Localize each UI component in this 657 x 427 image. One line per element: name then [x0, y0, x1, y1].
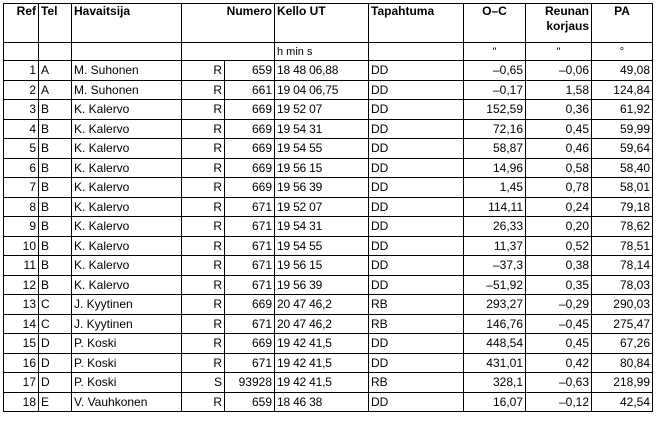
cell-time: 19 52 07: [275, 197, 369, 217]
cell-correction: 0,38: [526, 256, 592, 276]
cell-observer: M. Suhonen: [72, 80, 182, 100]
cell-oc: 328,1: [464, 373, 526, 393]
cell-observer: K. Kalervo: [72, 217, 182, 237]
table-row: [4, 80, 653, 100]
table-row: [4, 61, 653, 81]
cell-ref: 7: [4, 178, 39, 198]
cell-oc: 146,76: [464, 314, 526, 334]
header-number: Numero: [182, 4, 275, 43]
cell-catalog: R: [182, 295, 225, 315]
cell-catalog: R: [182, 178, 225, 198]
cell-oc: 293,27: [464, 295, 526, 315]
cell-number: 661: [225, 80, 275, 100]
cell-ref: 10: [4, 236, 39, 256]
cell-ref: 4: [4, 119, 39, 139]
cell-oc: 11,37: [464, 236, 526, 256]
cell-correction: 0,20: [526, 217, 592, 237]
cell-catalog: R: [182, 314, 225, 334]
cell-number: 671: [225, 314, 275, 334]
header-ref: Ref: [4, 4, 39, 43]
cell-catalog: S: [182, 373, 225, 393]
cell-catalog: R: [182, 392, 225, 412]
cell-number: 669: [225, 334, 275, 354]
cell-catalog: R: [182, 256, 225, 276]
cell-ref: 3: [4, 100, 39, 120]
cell-observer: K. Kalervo: [72, 178, 182, 198]
cell-ref: 15: [4, 334, 39, 354]
cell-oc: 152,59: [464, 100, 526, 120]
table-row: [4, 295, 653, 315]
cell-event: DD: [369, 392, 464, 412]
cell-observer: K. Kalervo: [72, 236, 182, 256]
cell-pa: 67,26: [592, 334, 653, 354]
cell-pa: 58,40: [592, 158, 653, 178]
cell-catalog: R: [182, 158, 225, 178]
cell-ref: 18: [4, 392, 39, 412]
cell-ref: 13: [4, 295, 39, 315]
header-correction-line1: Reunan: [544, 4, 589, 18]
cell-pa: 59,99: [592, 119, 653, 139]
cell-pa: 49,08: [592, 61, 653, 81]
cell-number: 669: [225, 158, 275, 178]
table-row: [4, 334, 653, 354]
cell-ref: 5: [4, 139, 39, 159]
cell-ref: 6: [4, 158, 39, 178]
cell-observer: P. Koski: [72, 373, 182, 393]
cell-event: DD: [369, 334, 464, 354]
cell-time: 19 56 15: [275, 256, 369, 276]
cell-tel: C: [39, 295, 72, 315]
table-row: [4, 353, 653, 373]
cell-oc: 58,87: [464, 139, 526, 159]
cell-pa: 78,03: [592, 275, 653, 295]
header-tel: Tel: [39, 4, 72, 43]
cell-ref: 1: [4, 61, 39, 81]
cell-event: DD: [369, 139, 464, 159]
cell-number: 671: [225, 275, 275, 295]
cell-ref: 17: [4, 373, 39, 393]
unit-correction: ": [526, 43, 592, 61]
cell-number: 659: [225, 61, 275, 81]
cell-pa: 42,54: [592, 392, 653, 412]
cell-event: RB: [369, 314, 464, 334]
cell-time: 20 47 46,2: [275, 314, 369, 334]
cell-ref: 2: [4, 80, 39, 100]
cell-tel: B: [39, 197, 72, 217]
cell-time: 18 46 38: [275, 392, 369, 412]
unit-cell-empty: [369, 43, 464, 61]
cell-correction: 0,24: [526, 197, 592, 217]
cell-observer: P. Koski: [72, 353, 182, 373]
cell-time: 20 47 46,2: [275, 295, 369, 315]
cell-event: RB: [369, 295, 464, 315]
cell-oc: 431,01: [464, 353, 526, 373]
cell-observer: K. Kalervo: [72, 119, 182, 139]
cell-number: 669: [225, 119, 275, 139]
header-correction-line2: korjaus: [546, 19, 589, 33]
header-row: [4, 4, 653, 43]
cell-correction: 0,36: [526, 100, 592, 120]
cell-time: 19 54 55: [275, 236, 369, 256]
cell-time: 19 04 06,75: [275, 80, 369, 100]
cell-ref: 14: [4, 314, 39, 334]
table-row: [4, 373, 653, 393]
cell-catalog: R: [182, 334, 225, 354]
cell-time: 19 54 31: [275, 119, 369, 139]
cell-time: 19 56 39: [275, 178, 369, 198]
unit-cell-empty: [4, 43, 39, 61]
cell-observer: K. Kalervo: [72, 275, 182, 295]
cell-correction: –0,06: [526, 61, 592, 81]
cell-catalog: R: [182, 100, 225, 120]
cell-observer: K. Kalervo: [72, 100, 182, 120]
cell-oc: 14,96: [464, 158, 526, 178]
cell-pa: 59,64: [592, 139, 653, 159]
cell-tel: B: [39, 256, 72, 276]
cell-oc: 72,16: [464, 119, 526, 139]
unit-time: h min s: [275, 43, 369, 61]
cell-correction: 0,45: [526, 334, 592, 354]
table-row: [4, 314, 653, 334]
cell-time: 19 52 07: [275, 100, 369, 120]
cell-tel: B: [39, 236, 72, 256]
cell-oc: –0,17: [464, 80, 526, 100]
cell-pa: 79,18: [592, 197, 653, 217]
cell-tel: B: [39, 119, 72, 139]
cell-ref: 16: [4, 353, 39, 373]
table-row: [4, 139, 653, 159]
cell-observer: M. Suhonen: [72, 61, 182, 81]
cell-event: DD: [369, 178, 464, 198]
cell-tel: B: [39, 100, 72, 120]
cell-correction: 0,45: [526, 119, 592, 139]
cell-catalog: R: [182, 217, 225, 237]
cell-time: 19 42 41,5: [275, 373, 369, 393]
cell-time: 19 54 31: [275, 217, 369, 237]
cell-time: 19 54 55: [275, 139, 369, 159]
cell-correction: 0,35: [526, 275, 592, 295]
cell-catalog: R: [182, 80, 225, 100]
cell-pa: 78,62: [592, 217, 653, 237]
cell-observer: K. Kalervo: [72, 197, 182, 217]
cell-correction: 0,46: [526, 139, 592, 159]
cell-pa: 78,14: [592, 256, 653, 276]
cell-event: DD: [369, 197, 464, 217]
cell-tel: B: [39, 178, 72, 198]
cell-correction: –0,45: [526, 314, 592, 334]
cell-catalog: R: [182, 236, 225, 256]
cell-correction: 0,52: [526, 236, 592, 256]
cell-tel: A: [39, 61, 72, 81]
cell-tel: A: [39, 80, 72, 100]
cell-number: 671: [225, 197, 275, 217]
cell-oc: 26,33: [464, 217, 526, 237]
cell-event: DD: [369, 80, 464, 100]
cell-time: 18 48 06,88: [275, 61, 369, 81]
cell-number: 659: [225, 392, 275, 412]
cell-tel: D: [39, 334, 72, 354]
table-row: [4, 256, 653, 276]
cell-tel: B: [39, 217, 72, 237]
cell-oc: –51,92: [464, 275, 526, 295]
table-row: [4, 178, 653, 198]
cell-number: 669: [225, 178, 275, 198]
cell-ref: 8: [4, 197, 39, 217]
cell-time: 19 42 41,5: [275, 353, 369, 373]
cell-tel: B: [39, 139, 72, 159]
table-row: [4, 158, 653, 178]
table-body: [4, 61, 653, 412]
cell-oc: –37,3: [464, 256, 526, 276]
cell-catalog: R: [182, 61, 225, 81]
cell-number: 669: [225, 139, 275, 159]
cell-number: 669: [225, 295, 275, 315]
unit-cell-empty: [182, 43, 275, 61]
cell-pa: 275,47: [592, 314, 653, 334]
cell-pa: 80,84: [592, 353, 653, 373]
cell-catalog: R: [182, 275, 225, 295]
cell-catalog: R: [182, 353, 225, 373]
observations-table: [3, 3, 653, 412]
cell-observer: V. Vauhkonen: [72, 392, 182, 412]
cell-pa: 61,92: [592, 100, 653, 120]
cell-event: DD: [369, 353, 464, 373]
cell-tel: E: [39, 392, 72, 412]
cell-correction: 0,42: [526, 353, 592, 373]
header-event: Tapahtuma: [369, 4, 464, 43]
cell-number: 671: [225, 217, 275, 237]
table-row: [4, 275, 653, 295]
observations-table-container: [3, 3, 653, 412]
cell-event: DD: [369, 236, 464, 256]
cell-observer: J. Kyytinen: [72, 295, 182, 315]
cell-pa: 58,01: [592, 178, 653, 198]
table-row: [4, 197, 653, 217]
cell-pa: 78,51: [592, 236, 653, 256]
cell-time: 19 42 41,5: [275, 334, 369, 354]
cell-event: RB: [369, 373, 464, 393]
cell-catalog: R: [182, 119, 225, 139]
units-row: [4, 43, 653, 61]
cell-tel: B: [39, 275, 72, 295]
cell-correction: –0,29: [526, 295, 592, 315]
cell-correction: 0,58: [526, 158, 592, 178]
cell-catalog: R: [182, 139, 225, 159]
cell-oc: 448,54: [464, 334, 526, 354]
cell-correction: –0,12: [526, 392, 592, 412]
header-oc: O–C: [464, 4, 526, 43]
cell-number: 669: [225, 100, 275, 120]
cell-event: DD: [369, 158, 464, 178]
unit-cell-empty: [39, 43, 72, 61]
cell-tel: D: [39, 353, 72, 373]
header-observer: Havaitsija: [72, 4, 182, 43]
header-correction: [526, 4, 592, 43]
cell-oc: 1,45: [464, 178, 526, 198]
cell-tel: C: [39, 314, 72, 334]
table-row: [4, 217, 653, 237]
cell-event: DD: [369, 119, 464, 139]
cell-pa: 218,99: [592, 373, 653, 393]
cell-correction: –0,63: [526, 373, 592, 393]
header-time: Kello UT: [275, 4, 369, 43]
cell-pa: 124,84: [592, 80, 653, 100]
cell-event: DD: [369, 256, 464, 276]
cell-time: 19 56 39: [275, 275, 369, 295]
cell-observer: K. Kalervo: [72, 139, 182, 159]
cell-correction: 1,58: [526, 80, 592, 100]
cell-event: DD: [369, 61, 464, 81]
header-pa: PA: [592, 4, 653, 43]
cell-observer: K. Kalervo: [72, 256, 182, 276]
cell-time: 19 56 15: [275, 158, 369, 178]
cell-ref: 9: [4, 217, 39, 237]
cell-number: 93928: [225, 373, 275, 393]
unit-oc: ": [464, 43, 526, 61]
cell-tel: B: [39, 158, 72, 178]
table-row: [4, 236, 653, 256]
table-row: [4, 119, 653, 139]
cell-tel: D: [39, 373, 72, 393]
cell-oc: –0,65: [464, 61, 526, 81]
cell-event: DD: [369, 217, 464, 237]
cell-observer: P. Koski: [72, 334, 182, 354]
cell-observer: K. Kalervo: [72, 158, 182, 178]
unit-pa: °: [592, 43, 653, 61]
cell-event: DD: [369, 275, 464, 295]
cell-catalog: R: [182, 197, 225, 217]
cell-observer: J. Kyytinen: [72, 314, 182, 334]
table-row: [4, 100, 653, 120]
unit-cell-empty: [72, 43, 182, 61]
cell-pa: 290,03: [592, 295, 653, 315]
cell-oc: 114,11: [464, 197, 526, 217]
table-row: [4, 392, 653, 412]
cell-correction: 0,78: [526, 178, 592, 198]
cell-number: 671: [225, 236, 275, 256]
cell-number: 671: [225, 256, 275, 276]
cell-ref: 12: [4, 275, 39, 295]
cell-oc: 16,07: [464, 392, 526, 412]
cell-number: 671: [225, 353, 275, 373]
cell-ref: 11: [4, 256, 39, 276]
cell-event: DD: [369, 100, 464, 120]
